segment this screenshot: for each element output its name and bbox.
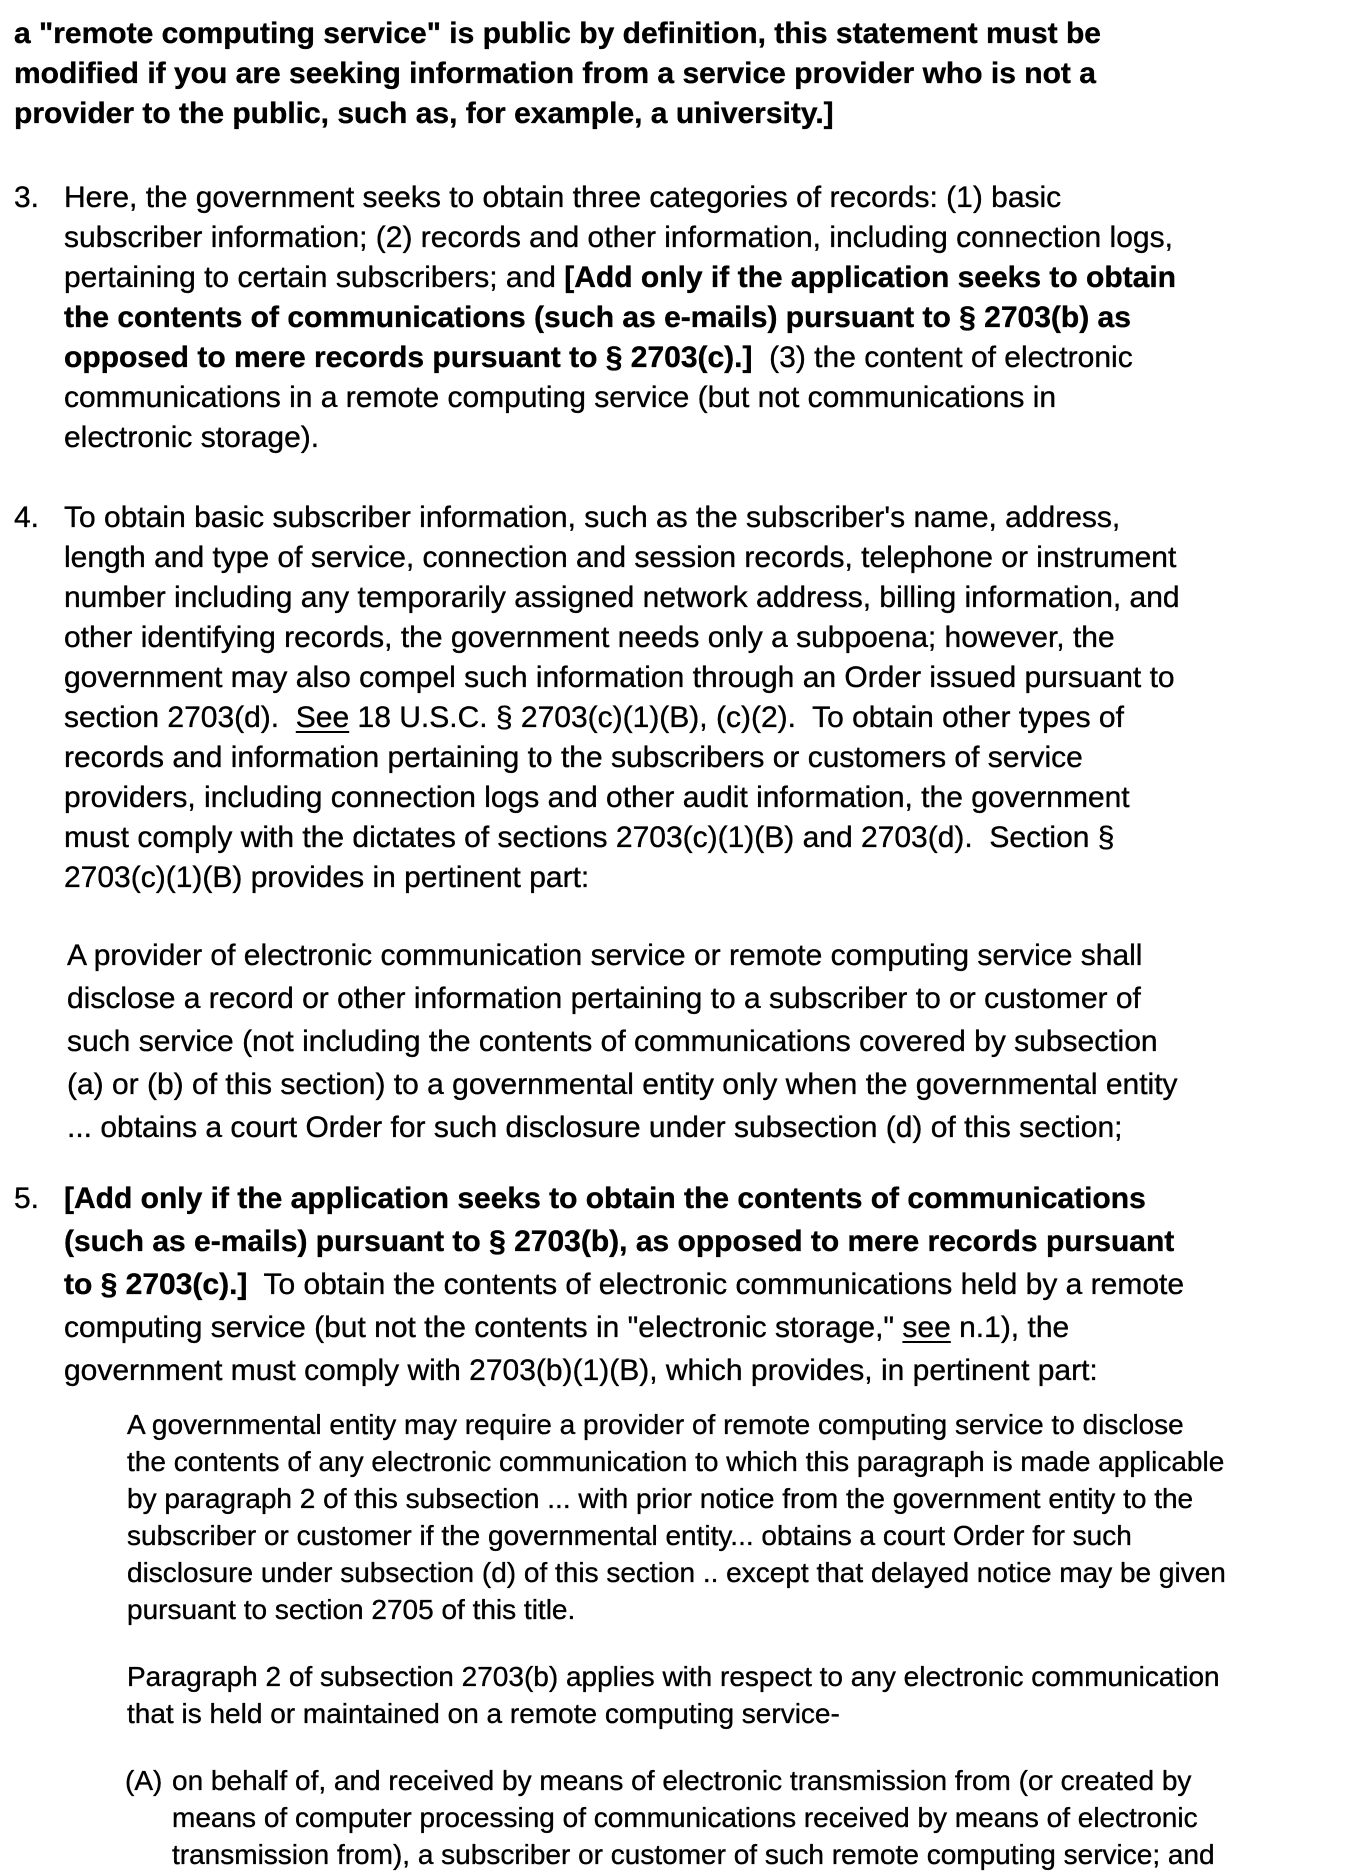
text-line [64, 1220, 1347, 1263]
text-segment: must comply with the dictates of sections 2703(c)(1)(B) and 2703(d). Section § [64, 821, 1115, 854]
text-segment: to § 2703(c).] [64, 1268, 248, 1301]
list-number: 5. [14, 1182, 40, 1215]
text-line [67, 1020, 1347, 1063]
text-line [64, 1349, 1347, 1392]
text-segment: the contents of communications (such as e-mails) pursuant to § 2703(b) as [64, 301, 1131, 334]
text-segment: [Add only if the application seeks to obtain the contents of communications [64, 1182, 1146, 1215]
list-marker: (A) [125, 1765, 163, 1796]
text-line [127, 1517, 1347, 1554]
text-line [172, 1836, 1347, 1873]
text-line [64, 618, 1347, 658]
text-line [67, 977, 1347, 1020]
text-line [127, 1406, 1347, 1443]
text-segment: pursuant to section 2705 of this title. [127, 1594, 576, 1625]
quote-2703c1B [67, 934, 1347, 1149]
text-segment: subscriber or customer if the governmental entity... obtains a court Order for such [127, 1520, 1132, 1551]
text-line [64, 538, 1347, 578]
text-segment: provider to the public, such as, for example, a university.] [14, 97, 834, 130]
text-line [127, 1658, 1347, 1695]
text-line [64, 698, 1347, 738]
text-segment: modified if you are seeking information from a service provider who is not a [14, 57, 1096, 90]
text-line [64, 578, 1347, 618]
text-line [64, 738, 1347, 778]
text-segment: To obtain basic subscriber information, such as the subscriber's name, address, [64, 501, 1121, 534]
text-line [14, 54, 1347, 94]
text-line [64, 218, 1347, 258]
text-segment: the contents of any electronic communication to which this paragraph is made applicable [127, 1446, 1225, 1477]
text-segment: Paragraph 2 of subsection 2703(b) applies with respect to any electronic communication [127, 1661, 1220, 1692]
text-segment: transmission from), a subscriber or customer of such remote computing service; and [172, 1839, 1215, 1870]
text-segment: 2703(c)(1)(B) provides in pertinent part: [64, 861, 590, 894]
text-segment: providers, including connection logs and other audit information, the government [64, 781, 1130, 814]
text-segment: ... obtains a court Order for such disclosure under subsection (d) of this section; [67, 1111, 1123, 1144]
text-segment: (3) the content of electronic [752, 341, 1133, 374]
text-line [172, 1762, 1347, 1799]
text-line [127, 1480, 1347, 1517]
bracket-note-continuation [14, 14, 1347, 134]
text-segment: n.1), the [950, 1311, 1070, 1344]
text-segment: See [295, 701, 350, 734]
text-segment: on behalf of, and received by means of electronic transmission from (or created by [172, 1765, 1192, 1796]
text-segment: A provider of electronic communication service or remote computing service shall [67, 939, 1143, 972]
text-line [14, 14, 1347, 54]
text-line [64, 258, 1347, 298]
text-segment: communications in a remote computing service (but not communications in [64, 381, 1057, 414]
list-number: 3. [14, 181, 40, 214]
text-line [14, 94, 1347, 134]
text-segment: 18 U.S.C. § 2703(c)(1)(B), (c)(2). To obtain other types of [349, 701, 1124, 734]
text-segment: (such as e-mails) pursuant to § 2703(b), as opposed to mere records pursuant [64, 1225, 1175, 1258]
text-line [127, 1695, 1347, 1732]
text-segment: subscriber information; (2) records and other information, including connection logs, [64, 221, 1173, 254]
text-line [64, 1177, 1347, 1220]
text-line [64, 418, 1347, 458]
text-line [64, 338, 1347, 378]
text-segment: (a) or (b) of this section) to a governmental entity only when the governmental entity [67, 1068, 1178, 1101]
text-segment: government must comply with 2703(b)(1)(B), which provides, in pertinent part: [64, 1354, 1098, 1387]
text-segment: Here, the government seeks to obtain three categories of records: (1) basic [64, 181, 1062, 214]
text-segment: [Add only if the application seeks to obtain [564, 261, 1176, 294]
text-segment: see [902, 1311, 951, 1344]
text-line [127, 1443, 1347, 1480]
subitem-A [125, 1762, 1347, 1873]
text-segment: government may also compel such information through an Order issued pursuant to [64, 661, 1175, 694]
text-line [64, 658, 1347, 698]
text-line [64, 178, 1347, 218]
text-segment: disclosure under subsection (d) of this section .. except that delayed notice may be given [127, 1557, 1226, 1588]
text-line [64, 818, 1347, 858]
text-line [172, 1799, 1347, 1836]
text-line [67, 1063, 1347, 1106]
text-segment: pertaining to certain subscribers; and [64, 261, 565, 294]
text-segment: electronic storage). [64, 421, 320, 454]
text-segment: A governmental entity may require a provider of remote computing service to disclose [127, 1409, 1184, 1440]
quote-2703b1B [127, 1406, 1347, 1628]
list-number: 4. [14, 501, 40, 534]
text-line [64, 1263, 1347, 1306]
item-5 [14, 1177, 1347, 1392]
text-segment: To obtain the contents of electronic communications held by a remote [247, 1268, 1185, 1301]
text-segment: length and type of service, connection and session records, telephone or instrument [64, 541, 1177, 574]
text-segment: means of computer processing of communications received by means of electronic [172, 1802, 1198, 1833]
item-4 [14, 498, 1347, 898]
text-segment: other identifying records, the government needs only a subpoena; however, the [64, 621, 1115, 654]
text-segment: disclose a record or other information pertaining to a subscriber to or customer of [67, 982, 1141, 1015]
text-segment: records and information pertaining to the subscribers or customers of service [64, 741, 1083, 774]
text-line [64, 1306, 1347, 1349]
paragraph-2-intro [127, 1658, 1347, 1732]
text-segment: number including any temporarily assigned network address, billing information, and [64, 581, 1180, 614]
item-3 [14, 178, 1347, 458]
text-line [127, 1554, 1347, 1591]
text-line [64, 498, 1347, 538]
text-line [64, 378, 1347, 418]
text-segment: opposed to mere records pursuant to § 2703(c).] [64, 341, 753, 374]
text-segment: section 2703(d). [64, 701, 296, 734]
text-segment: a "remote computing service" is public by definition, this statement must be [14, 17, 1101, 50]
text-segment: that is held or maintained on a remote computing service- [127, 1698, 840, 1729]
text-line [64, 778, 1347, 818]
text-segment: computing service (but not the contents in "electronic storage," [64, 1311, 903, 1344]
text-segment: by paragraph 2 of this subsection ... with prior notice from the government entity to the [127, 1483, 1194, 1514]
text-line [67, 1106, 1347, 1149]
text-line [64, 298, 1347, 338]
text-line [67, 934, 1347, 977]
text-segment: such service (not including the contents of communications covered by subsection [67, 1025, 1158, 1058]
text-line [64, 858, 1347, 898]
text-line [127, 1591, 1347, 1628]
